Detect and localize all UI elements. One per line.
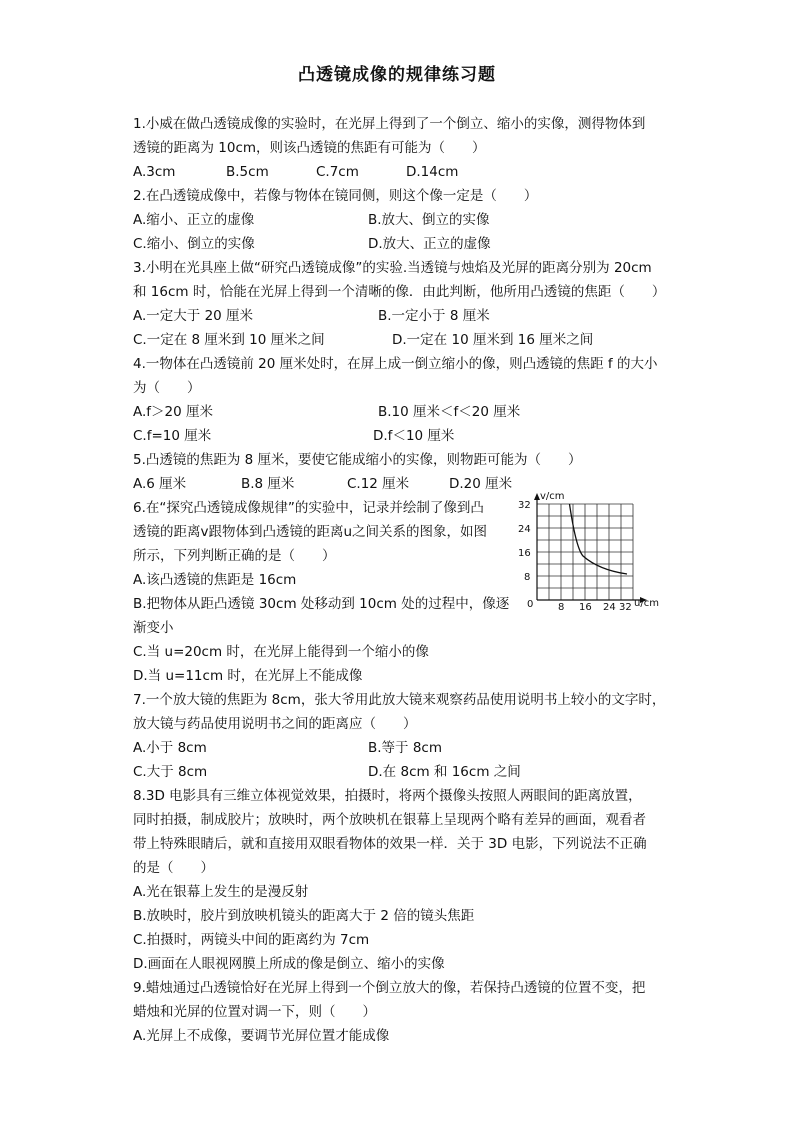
q8-stem-line4: 的是（ ） [133, 860, 214, 876]
q4-stem-line1: 4.一物体在凸透镜前 20 厘米处时，在屏上成一倒立缩小的像，则凸透镜的焦距 f 的大小 [133, 356, 658, 372]
q7-option-c: C.大于 8cm [133, 764, 208, 780]
uv-curve [570, 504, 628, 574]
q9-stem-line1: 9.蜡烛通过凸透镜恰好在光屏上得到一个倒立放大的像，若保持凸透镜的位置不变，把 [133, 980, 646, 996]
q5-option-b: B.8 厘米 [241, 476, 295, 492]
q1-option-a: A.3cm [133, 164, 176, 180]
q6-stem-line1: 6.在“探究凸透镜成像规律”的实验中，记录并绘制了像到凸 [133, 500, 484, 516]
q8-option-c: C.拍摄时，两镜头中间的距离约为 7cm [133, 932, 370, 948]
q1-option-b: B.5cm [226, 164, 269, 180]
q8-stem-line2: 同时拍摄，制成胶片；放映时，两个放映机在银幕上呈现两个略有差异的画面，观看者 [133, 812, 646, 828]
x-tick-label: 8 [558, 602, 565, 612]
q1-stem-line2: 透镜的距离为 10cm，则该凸透镜的焦距有可能为（ ） [133, 140, 486, 156]
q4-option-a: A.f＞20 厘米 [133, 404, 214, 420]
x-tick-label: 32 [619, 602, 632, 612]
q6-stem-line2: 透镜的距离v跟物体到凸透镜的距离u之间关系的图象，如图 [133, 524, 488, 540]
x-tick-label: 24 [603, 602, 616, 612]
q2-option-d: D.放大、正立的虚像 [368, 236, 491, 252]
q2-option-a: A.缩小、正立的虚像 [133, 212, 255, 228]
q3-option-c: C.一定在 8 厘米到 10 厘米之间 [133, 332, 325, 348]
q3-stem-line2: 和 16cm 时，恰能在光屏上得到一个清晰的像．由此判断，他所用凸透镜的焦距（ ） [133, 284, 666, 300]
q8-stem-line3: 带上特殊眼睛后，就和直接用双眼看物体的效果一样．关于 3D 电影，下列说法不正确 [133, 836, 647, 852]
q3-option-d: D.一定在 10 厘米到 16 厘米之间 [392, 332, 594, 348]
q7-option-b: B.等于 8cm [368, 740, 443, 756]
q3-stem-line1: 3.小明在光具座上做“研究凸透镜成像”的实验.当透镜与烛焰及光屏的距离分别为 20cm [133, 260, 652, 276]
uv-graph [512, 490, 662, 612]
q7-option-d: D.在 8cm 和 16cm 之间 [368, 764, 521, 780]
q3-option-a: A.一定大于 20 厘米 [133, 308, 254, 324]
q8-option-d: D.画面在人眼视网膜上所成的像是倒立、缩小的实像 [133, 956, 445, 972]
q2-option-c: C.缩小、倒立的实像 [133, 236, 255, 252]
origin-label: 0 [527, 599, 534, 610]
y-axis-label: v/cm [540, 491, 565, 502]
q3-option-b: B.一定小于 8 厘米 [378, 308, 490, 324]
q9-stem-line2: 蜡烛和光屏的位置对调一下，则（ ） [133, 1004, 376, 1020]
q7-option-a: A.小于 8cm [133, 740, 207, 756]
q6-option-c: C.当 u=20cm 时，在光屏上能得到一个缩小的像 [133, 644, 429, 660]
q5-option-c: C.12 厘米 [347, 476, 410, 492]
q1-option-d: D.14cm [406, 164, 459, 180]
q4-option-b: B.10 厘米＜f＜20 厘米 [378, 404, 521, 420]
q5-option-a: A.6 厘米 [133, 476, 187, 492]
q6-stem-line3: 所示，下列判断正确的是（ ） [133, 548, 336, 564]
q6-option-a: A.该凸透镜的焦距是 16cm [133, 572, 297, 588]
q1-option-c: C.7cm [316, 164, 359, 180]
q6-option-b-line1: B.把物体从距凸透镜 30cm 处移动到 10cm 处的过程中，像逐 [133, 596, 510, 612]
q8-option-b: B.放映时，胶片到放映机镜头的距离大于 2 倍的镜头焦距 [133, 908, 475, 924]
q6-option-d: D.当 u=11cm 时，在光屏上不能成像 [133, 668, 363, 684]
y-tick-label: 24 [518, 524, 531, 535]
x-axis-label: u/cm [634, 598, 659, 609]
page-title: 凸透镜成像的规律练习题 [298, 65, 496, 85]
graph-grid [537, 504, 633, 600]
q8-option-a: A.光在银幕上发生的是漫反射 [133, 884, 309, 900]
q5-stem: 5.凸透镜的焦距为 8 厘米，要使它能成缩小的实像，则物距可能为（ ） [133, 452, 582, 468]
q2-stem: 2.在凸透镜成像中，若像与物体在镜同侧，则这个像一定是（ ） [133, 188, 538, 204]
q7-stem-line2: 放大镜与药品使用说明书之间的距离应（ ） [133, 716, 417, 732]
y-tick-label: 32 [518, 500, 531, 511]
y-tick-label: 16 [518, 548, 531, 559]
q5-option-d: D.20 厘米 [449, 476, 513, 492]
x-tick-label: 16 [579, 602, 592, 612]
q4-option-d: D.f＜10 厘米 [373, 428, 455, 444]
y-tick-label: 8 [524, 572, 531, 583]
q9-option-a: A.光屏上不成像，要调节光屏位置才能成像 [133, 1028, 390, 1044]
q7-stem-line1: 7.一个放大镜的焦距为 8cm，张大爷用此放大镜来观察药品使用说明书上较小的文字时， [133, 692, 666, 708]
q4-option-c: C.f=10 厘米 [133, 428, 212, 444]
q8-stem-line1: 8.3D 电影具有三维立体视觉效果，拍摄时，将两个摄像头按照人两眼间的距离放置， [133, 788, 642, 804]
q6-option-b-line2: 渐变小 [133, 620, 174, 636]
q2-option-b: B.放大、倒立的实像 [368, 212, 490, 228]
q4-stem-line2: 为（ ） [133, 380, 201, 396]
q1-stem-line1: 1.小威在做凸透镜成像的实验时，在光屏上得到了一个倒立、缩小的实像，测得物体到 [133, 116, 646, 132]
